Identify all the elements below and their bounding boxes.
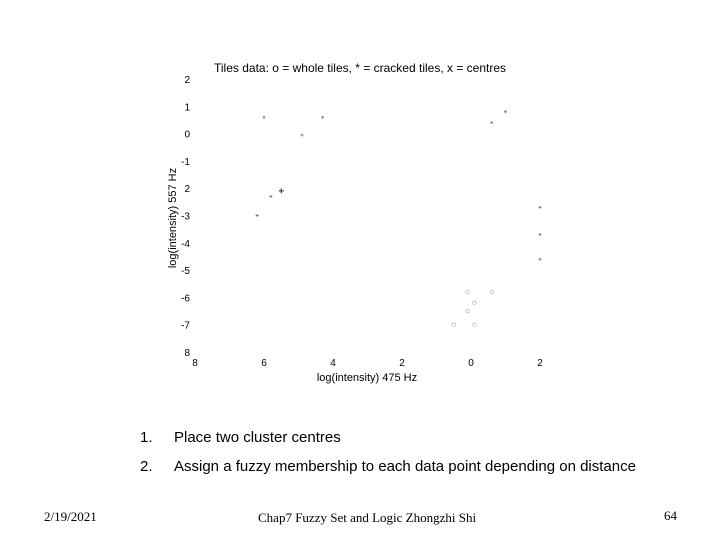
chart-title: Tiles data: o = whole tiles, * = cracked tiles, x = centres bbox=[214, 61, 507, 75]
y-tick-label: -7 bbox=[181, 320, 190, 332]
centre-point bbox=[279, 188, 284, 193]
x-tick-label: 2 bbox=[537, 358, 543, 369]
data-points bbox=[256, 110, 542, 326]
y-tick-label: -1 bbox=[181, 156, 190, 168]
whole-tile-point bbox=[452, 323, 456, 327]
x-tick-label: 6 bbox=[261, 358, 267, 369]
bullet-item bbox=[140, 457, 640, 476]
page-number: 64 bbox=[664, 508, 677, 523]
y-tick-label: -4 bbox=[181, 238, 190, 250]
bullet-number: 1. bbox=[140, 429, 153, 446]
cracked-tile-point bbox=[321, 116, 324, 119]
bullet-list bbox=[140, 428, 640, 486]
x-tick-label: 2 bbox=[399, 358, 405, 369]
cracked-tile-point bbox=[539, 233, 542, 236]
y-tick-label: 8 bbox=[184, 348, 190, 359]
bullet-number: 2. bbox=[140, 458, 153, 475]
cracked-tile-point bbox=[263, 116, 266, 119]
x-axis-label: log(intensity) 475 Hz bbox=[316, 372, 418, 384]
cracked-tile-point bbox=[504, 110, 507, 113]
x-tick-label: 4 bbox=[330, 358, 336, 369]
cracked-tile-point bbox=[300, 133, 303, 136]
bullet-text: Assign a fuzzy membership to each data point depending on distance bbox=[174, 458, 636, 475]
footer-title: Chap7 Fuzzy Set and Logic Zhongzhi Shi bbox=[258, 510, 477, 525]
whole-tile-point bbox=[490, 290, 494, 294]
y-tick-label: 2 bbox=[184, 75, 190, 86]
whole-tile-point bbox=[473, 301, 477, 305]
cracked-tile-point bbox=[539, 206, 542, 209]
whole-tile-point bbox=[473, 323, 477, 327]
bullet-text: Place two cluster centres bbox=[174, 429, 341, 446]
y-tick-label: 0 bbox=[184, 129, 190, 141]
y-tick-labels bbox=[181, 75, 190, 359]
y-tick-label: -6 bbox=[181, 293, 190, 305]
y-tick-label: 1 bbox=[184, 102, 190, 114]
x-tick-labels bbox=[192, 358, 543, 369]
cracked-tile-point bbox=[269, 195, 272, 198]
cracked-tile-point bbox=[490, 121, 493, 124]
cracked-tile-point bbox=[539, 258, 542, 261]
y-tick-label: 2 bbox=[184, 184, 190, 196]
cracked-tile-point bbox=[256, 214, 259, 217]
x-tick-label: 0 bbox=[468, 358, 474, 369]
footer-date: 2/19/2021 bbox=[44, 509, 97, 524]
y-tick-label: -5 bbox=[181, 266, 190, 278]
bullet-item bbox=[140, 428, 640, 447]
whole-tile-point bbox=[466, 309, 470, 313]
whole-tile-point bbox=[466, 290, 470, 294]
x-tick-label: 8 bbox=[192, 358, 198, 369]
y-tick-label: -3 bbox=[181, 211, 190, 223]
y-axis-label: log(intensity) 557 Hz bbox=[167, 167, 179, 269]
